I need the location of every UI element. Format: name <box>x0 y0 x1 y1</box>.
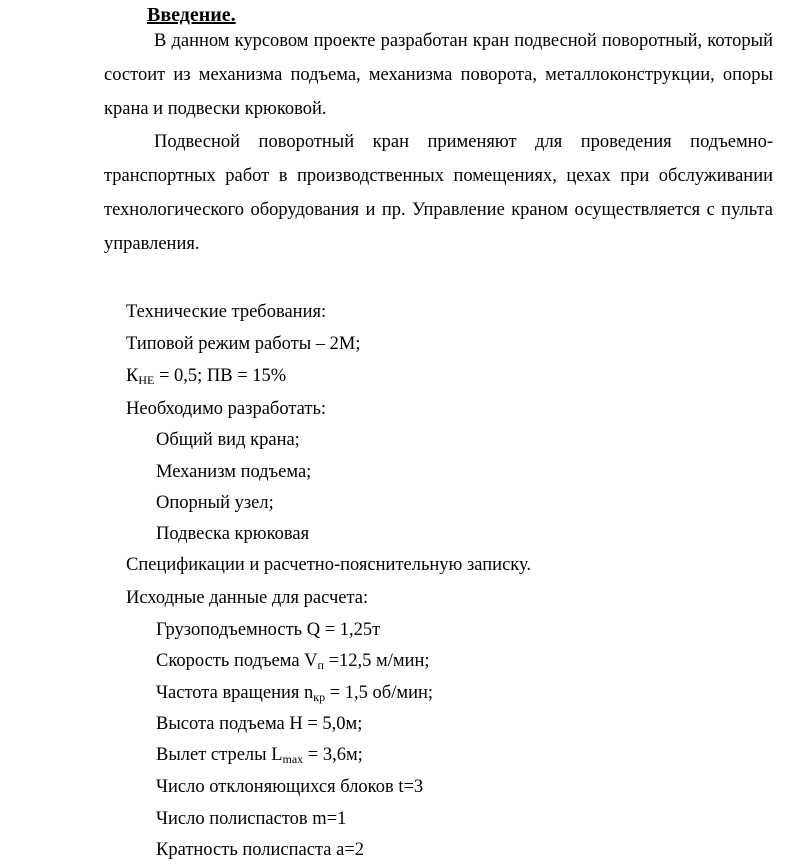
intro-paragraph-2: Подвесной поворотный кран применяют для проведения подъемно-транспортных работ в производственных помещениях, цехах при обслуживании технологического оборудования и пр. Управление краном осуществляется с пульта управления. <box>104 132 773 254</box>
initial-lift-speed: Скорость подъема $V_п =12,5$ м/мин; <box>156 651 430 672</box>
tech-requirements-title: Технические требования: <box>126 302 327 322</box>
initial-deflecting-blocks: Число отклоняющихся блоков t=3 <box>156 777 424 797</box>
tech-mode: Типовой режим работы – 2М; <box>126 334 361 354</box>
develop-item: Опорный узел; <box>156 493 274 513</box>
initial-pulley-ratio: Кратность полиспаста а=2 <box>156 840 364 860</box>
initial-boom-reach: Вылет стрелы $L_{max} = 3,6м$; <box>156 745 363 766</box>
initial-pulley-count: Число полиспастов m=1 <box>156 809 347 829</box>
initial-data-title: Исходные данные для расчета: <box>126 588 369 608</box>
initial-capacity: Грузоподъемность Q = 1,25т <box>156 620 381 640</box>
develop-item: Подвеска крюковая <box>156 524 310 544</box>
initial-lift-height: Высота подъема Н = 5,0м; <box>156 714 363 734</box>
intro-paragraph-1: В данном курсовом проекте разработан кран подвесной поворотный, который состоит из механизма подъема, механизма поворота, металлоконструкции, опоры крана и подвески крюковой. <box>104 31 773 119</box>
tech-load-factor: $К_{НЕ} = 0,5$; ПВ = 15% <box>126 366 287 387</box>
initial-rotation-speed: Частота вращения $n_{кр} = 1,5$ об/мин; <box>156 683 434 704</box>
section-heading: Введение. <box>147 4 236 26</box>
develop-item: Общий вид крана; <box>156 430 300 450</box>
develop-item: Механизм подъема; <box>156 462 312 482</box>
develop-title: Необходимо разработать: <box>126 399 327 419</box>
develop-spec: Спецификации и расчетно-пояснительную записку. <box>126 555 532 575</box>
